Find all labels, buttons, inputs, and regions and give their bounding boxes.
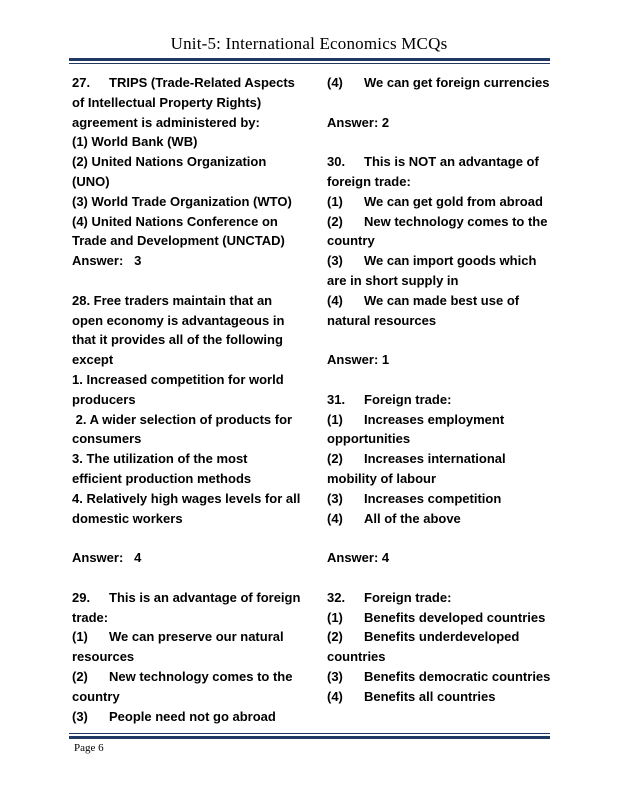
q28-option-2-cont: consumers bbox=[72, 431, 142, 447]
q27-title-line-1: 27. TRIPS (Trade-Related Aspects bbox=[72, 75, 295, 90]
q32-option-4: (4) Benefits all countries bbox=[327, 688, 496, 704]
q29-number: 29. bbox=[72, 589, 91, 605]
q28-answer: Answer: 4 bbox=[72, 550, 142, 566]
q31-option-4: (4) All of the above bbox=[327, 510, 461, 526]
right-column bbox=[327, 73, 555, 707]
q28-option-4: 4. Relatively high wages levels for all bbox=[72, 490, 301, 506]
q31-option-1: (1) Increases employment bbox=[327, 411, 505, 427]
q28-option-3-cont: efficient production methods bbox=[72, 470, 252, 486]
q30-answer: Answer: 1 bbox=[327, 352, 390, 368]
q31-answer: Answer: 4 bbox=[327, 550, 390, 566]
page-number: Page 6 bbox=[74, 742, 104, 754]
q30-option-4-cont: natural resources bbox=[327, 312, 437, 328]
q27-option-2: (2) United Nations Organization bbox=[72, 154, 267, 170]
q27-option-4: (4) United Nations Conference on bbox=[72, 213, 278, 229]
q30-title-line-1: 30. This is NOT an advantage of bbox=[327, 154, 539, 170]
q27-title-text: TRIPS (Trade-Related Aspects bbox=[109, 75, 295, 90]
q27-title-line-3: agreement is administered by: bbox=[72, 114, 260, 130]
q30-option-2-cont: country bbox=[327, 233, 375, 249]
q32-option-2: (2) Benefits underdeveloped bbox=[327, 629, 520, 645]
q30-option-3: (3) We can import goods which bbox=[327, 253, 537, 269]
page-header-title: Unit-5: International Economics MCQs bbox=[170, 34, 448, 53]
q29-option-3: (3) People need not go abroad bbox=[72, 708, 276, 724]
q27-option-2-cont: (UNO) bbox=[72, 173, 110, 189]
q28-title-line-3: that it provides all of the following bbox=[72, 332, 283, 348]
q28-option-2: 2. A wider selection of products for bbox=[72, 411, 293, 427]
q31-title: 31. Foreign trade: bbox=[327, 391, 452, 407]
q27-option-4-cont: Trade and Development (UNCTAD) bbox=[72, 233, 285, 249]
footer-rule bbox=[69, 736, 550, 739]
q29-title-line-1 bbox=[72, 588, 300, 608]
q32-option-2-cont: countries bbox=[327, 649, 386, 665]
left-column bbox=[72, 73, 300, 726]
q28-option-4-cont: domestic workers bbox=[72, 510, 183, 526]
q28-option-1-cont: producers bbox=[72, 391, 136, 407]
q27-title-line-2: of Intellectual Property Rights) bbox=[72, 94, 262, 110]
q28-option-3: 3. The utilization of the most bbox=[72, 451, 248, 467]
q28-option-1: 1. Increased competition for world bbox=[72, 371, 284, 387]
header-rule bbox=[69, 58, 550, 61]
q27-answer: Answer: 3 bbox=[72, 253, 142, 269]
q30-option-3-cont: are in short supply in bbox=[327, 272, 459, 288]
q28-title-line-4: except bbox=[72, 352, 114, 368]
q28-title-line-2: open economy is advantageous in bbox=[72, 312, 285, 328]
q31-option-1-cont: opportunities bbox=[327, 431, 411, 447]
q29-option-1: (1) We can preserve our natural bbox=[72, 629, 284, 645]
q30-title-line-2: foreign trade: bbox=[327, 173, 411, 189]
q30-option-4: (4) We can made best use of bbox=[327, 292, 520, 308]
q29-title-text: This is an advantage of foreign bbox=[109, 589, 301, 605]
q31-option-3: (3) Increases competition bbox=[327, 490, 502, 506]
q31-option-2-cont: mobility of labour bbox=[327, 470, 437, 486]
header-rule-thin bbox=[69, 63, 550, 64]
q27-option-1: (1) World Bank (WB) bbox=[72, 134, 198, 150]
q29-option-1-cont: resources bbox=[72, 649, 135, 665]
q29-title-line-2: trade: bbox=[72, 609, 109, 625]
q30-option-1: (1) We can get gold from abroad bbox=[327, 193, 543, 209]
q32-option-3: (3) Benefits democratic countries bbox=[327, 668, 551, 684]
footer-rule-thin bbox=[69, 733, 550, 734]
q28-title-line-1: 28. Free traders maintain that an bbox=[72, 292, 273, 308]
q29-option-4: (4) We can get foreign currencies bbox=[327, 75, 550, 90]
q29-option-2: (2) New technology comes to the bbox=[72, 668, 293, 684]
q32-title: 32. Foreign trade: bbox=[327, 589, 452, 605]
q29-answer: Answer: 2 bbox=[327, 114, 390, 130]
q30-option-2: (2) New technology comes to the bbox=[327, 213, 548, 229]
q31-option-2: (2) Increases international bbox=[327, 451, 506, 467]
q27-option-3: (3) World Trade Organization (WTO) bbox=[72, 193, 292, 209]
q29-option-2-cont: country bbox=[72, 688, 120, 704]
q32-option-1: (1) Benefits developed countries bbox=[327, 609, 546, 625]
